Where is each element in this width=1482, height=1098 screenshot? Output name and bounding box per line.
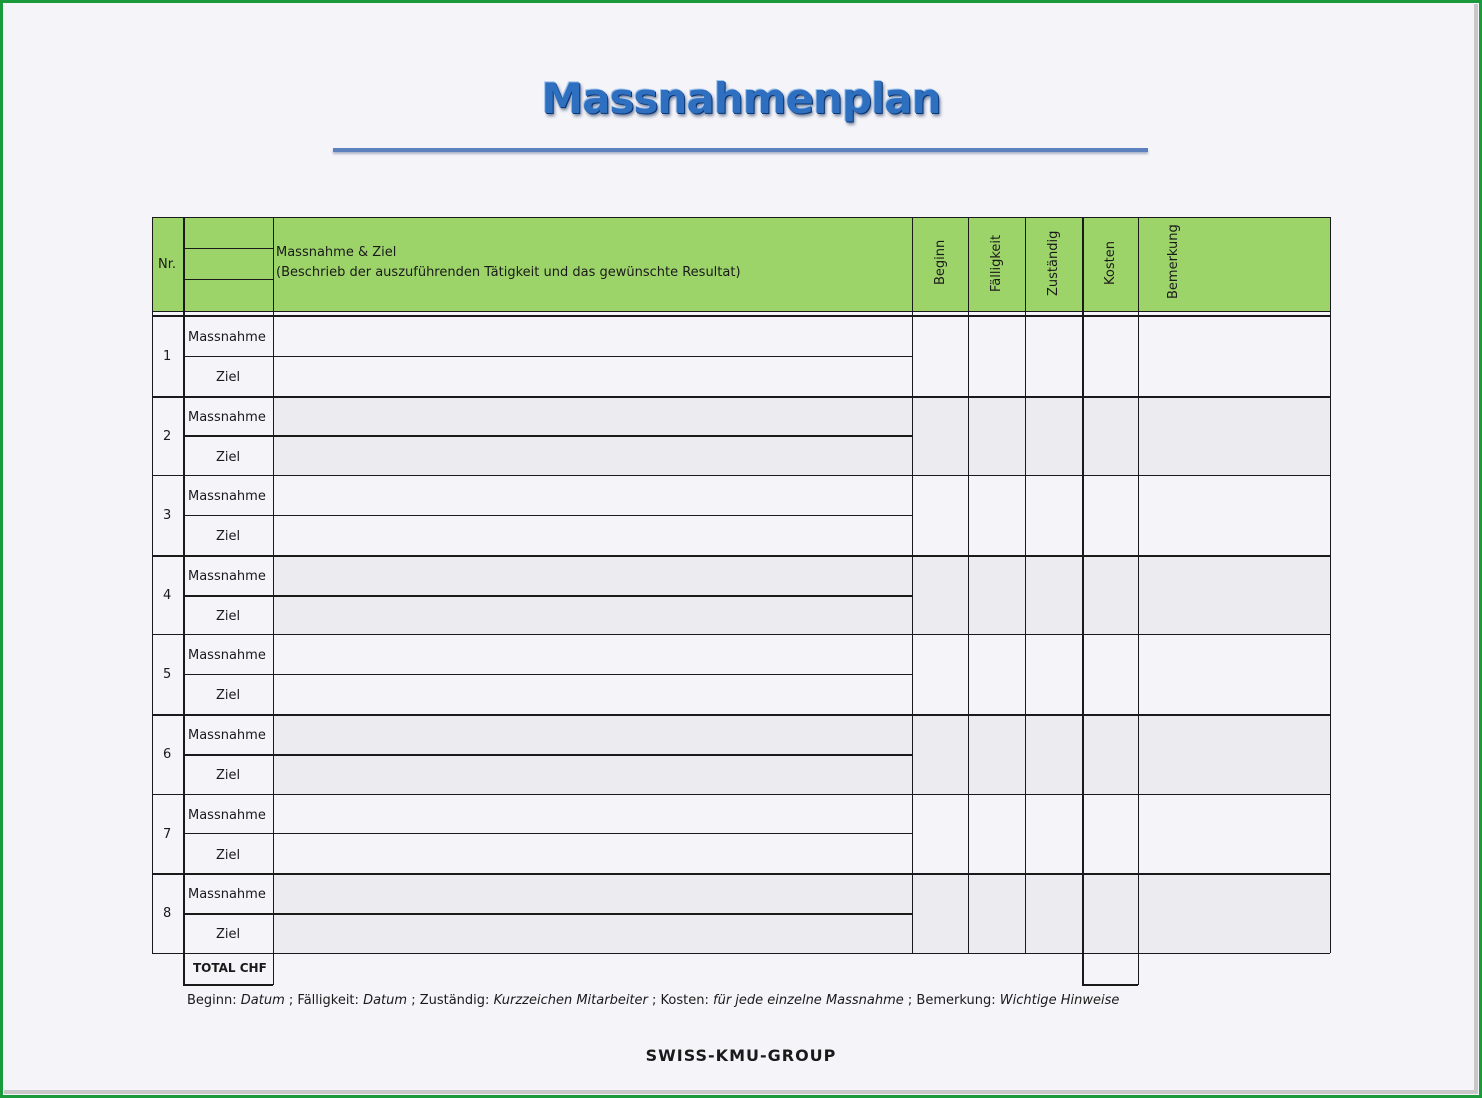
grid-line bbox=[912, 316, 913, 953]
legend-kosten-label: ; Kosten: bbox=[652, 993, 709, 1008]
row-number: 3 bbox=[163, 508, 172, 524]
ziel-label: Ziel bbox=[216, 847, 241, 863]
ziel-label: Ziel bbox=[216, 768, 241, 783]
header-top-border bbox=[152, 217, 1330, 218]
grid-line bbox=[1025, 217, 1026, 316]
legend-note bbox=[187, 993, 1119, 1008]
row-number: 4 bbox=[163, 587, 172, 603]
row-border bbox=[152, 475, 1330, 476]
row-border bbox=[152, 873, 1330, 875]
header-beginn: Beginn bbox=[933, 239, 948, 285]
legend-bemerkung-value: Wichtige Hinweise bbox=[999, 993, 1120, 1008]
row-number: 7 bbox=[163, 826, 172, 842]
brand-logo: SWISS-KMU-GROUP bbox=[645, 1046, 837, 1065]
header-nr: Nr. bbox=[158, 257, 177, 272]
grid-line bbox=[1330, 316, 1331, 953]
grid-line bbox=[912, 217, 913, 316]
grid-line bbox=[1138, 316, 1139, 985]
massnahme-label: Massnahme bbox=[188, 648, 266, 664]
massnahme-label: Massnahme bbox=[188, 568, 266, 584]
row-border bbox=[152, 396, 1330, 398]
grid-line bbox=[1330, 217, 1331, 316]
row-border bbox=[152, 794, 1330, 795]
grid-line bbox=[183, 279, 273, 280]
ziel-label: Ziel bbox=[216, 608, 241, 624]
page-title: Massnahmenplan bbox=[541, 74, 941, 123]
row-split bbox=[183, 356, 912, 357]
legend-faelligkeit-label: ; Fälligkeit: bbox=[288, 993, 359, 1008]
ziel-label: Ziel bbox=[216, 529, 241, 545]
row-border bbox=[152, 714, 1330, 716]
header-zustaendig: Zuständig bbox=[1046, 230, 1061, 296]
row-border bbox=[152, 555, 1330, 557]
ziel-label: Ziel bbox=[216, 449, 241, 465]
header-faelligkeit: Fälligkeit bbox=[989, 234, 1004, 292]
legend-beginn-value: Datum bbox=[240, 993, 285, 1008]
header-bottom-border bbox=[152, 311, 1330, 312]
row-border bbox=[152, 316, 1330, 317]
massnahme-label: Massnahme bbox=[188, 887, 266, 903]
massnahme-label: Massnahme bbox=[188, 489, 266, 505]
grid-line bbox=[1082, 217, 1084, 316]
row-number: 1 bbox=[163, 349, 172, 364]
row-split bbox=[183, 754, 912, 756]
legend-beginn-label: Beginn: bbox=[187, 993, 237, 1008]
grid-line bbox=[183, 316, 185, 985]
header-massnahme-title: Massnahme & Ziel bbox=[276, 245, 397, 260]
total-bottom-border bbox=[183, 984, 273, 986]
massnahme-label: Massnahme bbox=[188, 807, 266, 823]
row-split bbox=[183, 435, 912, 437]
ziel-label: Ziel bbox=[216, 927, 241, 943]
row-split bbox=[183, 674, 912, 675]
row-number: 5 bbox=[163, 667, 172, 683]
grid-line bbox=[273, 316, 274, 985]
grid-line bbox=[152, 316, 153, 953]
row-number: 6 bbox=[163, 747, 172, 762]
massnahme-label: Massnahme bbox=[188, 409, 266, 425]
total-kosten-bottom-border bbox=[1082, 984, 1138, 986]
header-kosten: Kosten bbox=[1103, 241, 1118, 285]
row-split bbox=[183, 515, 912, 516]
ziel-label: Ziel bbox=[216, 370, 241, 385]
row-split bbox=[183, 913, 912, 915]
row-number: 2 bbox=[163, 428, 172, 444]
row-number: 8 bbox=[163, 906, 172, 922]
grid-line bbox=[968, 217, 969, 316]
legend-kosten-value: für jede einzelne Massnahme bbox=[713, 993, 904, 1008]
grid-line bbox=[273, 217, 274, 316]
grid-line bbox=[1082, 316, 1084, 985]
legend-faelligkeit-value: Datum bbox=[363, 993, 408, 1008]
grid-line bbox=[183, 217, 185, 316]
legend-zustaendig-value: Kurzzeichen Mitarbeiter bbox=[493, 993, 648, 1008]
massnahme-label: Massnahme bbox=[188, 330, 266, 345]
grid-line bbox=[968, 316, 969, 953]
row-split bbox=[183, 833, 912, 834]
row-border bbox=[152, 634, 1330, 635]
row-split bbox=[183, 595, 912, 597]
title-underline bbox=[333, 148, 1148, 152]
legend-zustaendig-label: ; Zuständig: bbox=[411, 993, 490, 1008]
header-bemerkung: Bemerkung bbox=[1166, 224, 1181, 299]
header-massnahme-subtitle: (Beschrieb der auszuführenden Tätigkeit und das gewünschte Resultat) bbox=[276, 265, 741, 280]
massnahme-label: Massnahme bbox=[188, 728, 266, 743]
grid-line bbox=[1025, 316, 1026, 953]
ziel-label: Ziel bbox=[216, 688, 241, 704]
grid-line bbox=[1138, 217, 1139, 316]
grid-line bbox=[152, 217, 153, 316]
legend-bemerkung-label: ; Bemerkung: bbox=[907, 993, 996, 1008]
row-border bbox=[152, 953, 1330, 954]
grid-line bbox=[183, 248, 273, 249]
total-label: TOTAL CHF bbox=[193, 961, 267, 975]
